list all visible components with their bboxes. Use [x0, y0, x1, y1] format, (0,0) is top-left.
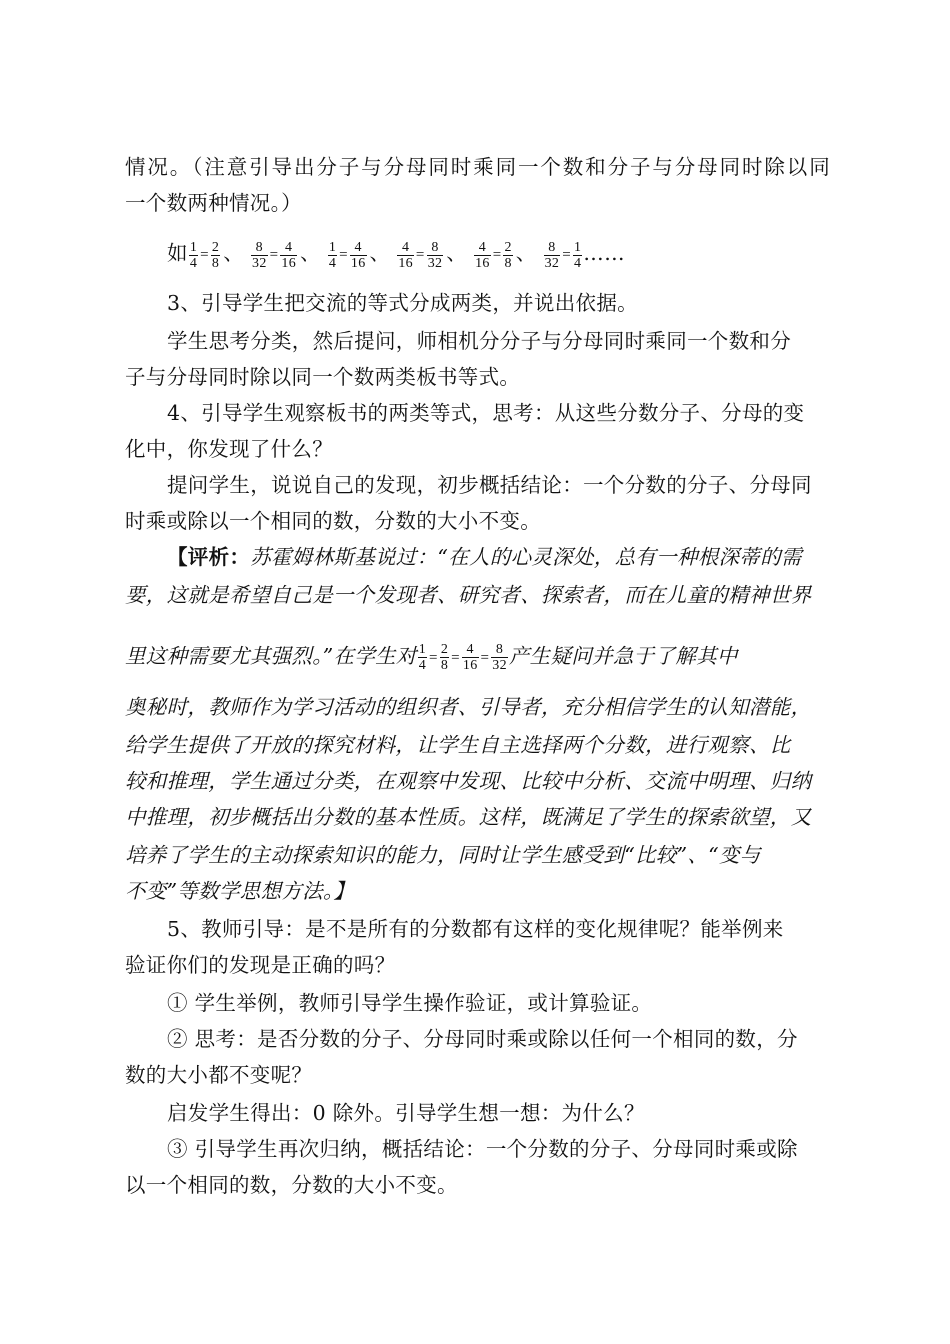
fraction [328, 240, 337, 271]
comment-line [167, 542, 830, 572]
equals-sign: = [339, 247, 348, 264]
comment-line-with-fractions [125, 636, 830, 678]
fraction-numerator: 4 [478, 239, 487, 255]
fraction-numerator: 2 [504, 239, 512, 255]
equation-separator: 、 [369, 241, 391, 265]
comment-text: 产生疑问并急于了解其中 [508, 644, 738, 668]
fraction-denominator: 8 [504, 255, 512, 271]
fraction [427, 240, 444, 271]
fraction-denominator: 16 [350, 255, 366, 271]
fraction-denominator: 16 [398, 255, 413, 271]
fraction [280, 240, 297, 271]
comment-line: 较和推理，学生通过分类，在观察中发现、比较中分析、交流中明理、归纳 [125, 769, 812, 793]
paragraph-line: 以一个相同的数，分数的大小不变。 [125, 1173, 458, 1197]
fraction-numerator: 1 [573, 239, 582, 255]
paragraph-line: 3、引导学生把交流的等式分成两类，并说出依据。 [167, 291, 638, 315]
fraction-equation [327, 234, 368, 276]
fraction-equation [250, 234, 298, 276]
equals-sign: = [269, 247, 279, 264]
fraction-denominator: 4 [328, 255, 337, 271]
equation-separator: 、 [223, 241, 245, 265]
paragraph-line: 子与分母同时除以同一个数两类板书等式。 [125, 365, 521, 389]
fraction [544, 240, 561, 271]
fraction-equation [188, 234, 221, 276]
paragraph-line: 提问学生，说说自己的发现，初步概括结论：一个分数的分子、分母同 [167, 473, 812, 497]
fraction [211, 240, 220, 271]
fraction-equation [473, 234, 514, 276]
equation-separator: 、 [446, 241, 468, 265]
fraction-numerator: 4 [285, 239, 293, 255]
equals-sign: = [451, 649, 460, 666]
fraction-numerator: 4 [354, 239, 362, 255]
comment-line: 中推理，初步概括出分数的基本性质。这样，既满足了学生的探索欲望，又 [125, 805, 812, 829]
equation-separator: 、 [300, 241, 321, 265]
comment-line: 要，这就是希望自己是一个发现者、研究者、探索者，而在儿童的精神世界 [125, 583, 812, 607]
fraction [573, 240, 582, 271]
fraction-numerator: 1 [189, 239, 198, 255]
fraction-denominator: 4 [573, 255, 582, 271]
equation-separator: 、 [515, 241, 537, 265]
paragraph-line: ③ 引导学生再次归纳，概括结论：一个分数的分子、分母同时乘或除 [167, 1137, 798, 1161]
paragraph-line: 启发学生得出：0 除外。引导学生想一想：为什么？ [167, 1101, 645, 1125]
fraction-numerator: 4 [401, 239, 410, 255]
fraction [503, 240, 512, 271]
fraction-denominator: 32 [427, 255, 443, 271]
fraction-denominator: 16 [281, 255, 296, 271]
fraction-denominator: 4 [418, 658, 427, 673]
paragraph-line: 时乘或除以一个相同的数，分数的大小不变。 [125, 509, 541, 533]
fraction-numerator: 8 [548, 239, 556, 255]
fraction-numerator: 2 [440, 642, 449, 657]
paragraph-line: 情况。（注意引导出分子与分母同时乘同一个数和分子与分母同时除以同 [125, 155, 830, 179]
fraction [474, 240, 491, 271]
paragraph-line: 验证你们的发现是正确的吗？ [125, 953, 396, 977]
fraction-numerator: 8 [255, 239, 263, 255]
equals-sign: = [480, 649, 490, 666]
fraction [397, 240, 414, 271]
fraction-equation [396, 234, 444, 276]
paragraph-line: 数的大小都不变呢？ [125, 1063, 313, 1087]
fraction-numerator: 8 [431, 239, 439, 255]
fraction [251, 240, 268, 271]
paragraph-line: ① 学生举例，教师引导学生操作验证，或计算验证。 [167, 991, 653, 1015]
fraction-denominator: 32 [252, 255, 267, 271]
comment-heading: 【评析： [167, 545, 251, 569]
paragraph-line: 一个数两种情况。） [125, 191, 302, 215]
fraction-denominator: 32 [544, 255, 560, 271]
fraction-chain [417, 642, 509, 673]
comment-line: 奥秘时，教师作为学习活动的组织者、引导者，充分相信学生的认知潜能， [125, 695, 812, 719]
paragraph-line: 4、引导学生观察板书的两类等式，思考：从这些分数分子、分母的变 [167, 401, 805, 425]
fraction-denominator: 16 [475, 255, 490, 271]
paragraph-line: 化中，你发现了什么？ [125, 437, 333, 461]
fraction [440, 642, 449, 673]
example-prefix: 如 [167, 241, 188, 265]
fraction-equation [543, 234, 584, 276]
fraction-denominator: 8 [211, 255, 220, 271]
fraction-numerator: 1 [418, 642, 427, 657]
fraction [350, 240, 367, 271]
fraction-examples-line [167, 233, 872, 275]
example-ellipsis: …… [583, 241, 625, 265]
paragraph-line: 学生思考分类，然后提问，师相机分分子与分母同时乘同一个数和分 [167, 329, 791, 353]
comment-text: 苏霍姆林斯基说过：“在人的心灵深处，总有一种根深蒂的需 [250, 545, 802, 569]
fraction-numerator: 1 [328, 239, 337, 255]
paragraph-line: ② 思考：是否分数的分子、分母同时乘或除以任何一个相同的数，分 [167, 1027, 798, 1051]
fraction-denominator: 8 [440, 658, 449, 673]
fraction-numerator: 4 [466, 642, 474, 657]
equals-sign: = [200, 247, 209, 264]
fraction-denominator: 32 [492, 658, 507, 673]
equals-sign: = [415, 247, 425, 264]
fraction [189, 240, 198, 271]
equals-sign: = [429, 649, 438, 666]
comment-line: 给学生提供了开放的探究材料，让学生自主选择两个分数，进行观察、比 [125, 733, 791, 757]
fraction [462, 642, 479, 673]
fraction [491, 642, 508, 673]
fraction-numerator: 8 [495, 642, 504, 657]
comment-line: 不变”等数学思想方法。】 [125, 879, 355, 903]
comment-line: 培养了学生的主动探索知识的能力，同时让学生感受到“比较”、“变与 [125, 843, 761, 867]
fraction [418, 642, 427, 673]
fraction-equations [188, 239, 583, 271]
fraction-numerator: 2 [211, 239, 220, 255]
fraction-denominator: 4 [189, 255, 198, 271]
equals-sign: = [492, 247, 502, 264]
comment-text: 里这种需要尤其强烈。”在学生对 [125, 644, 417, 668]
equals-sign: = [562, 247, 571, 264]
fraction-denominator: 16 [462, 658, 478, 673]
paragraph-line: 5、教师引导：是不是所有的分数都有这样的变化规律呢？能举例来 [167, 917, 784, 941]
